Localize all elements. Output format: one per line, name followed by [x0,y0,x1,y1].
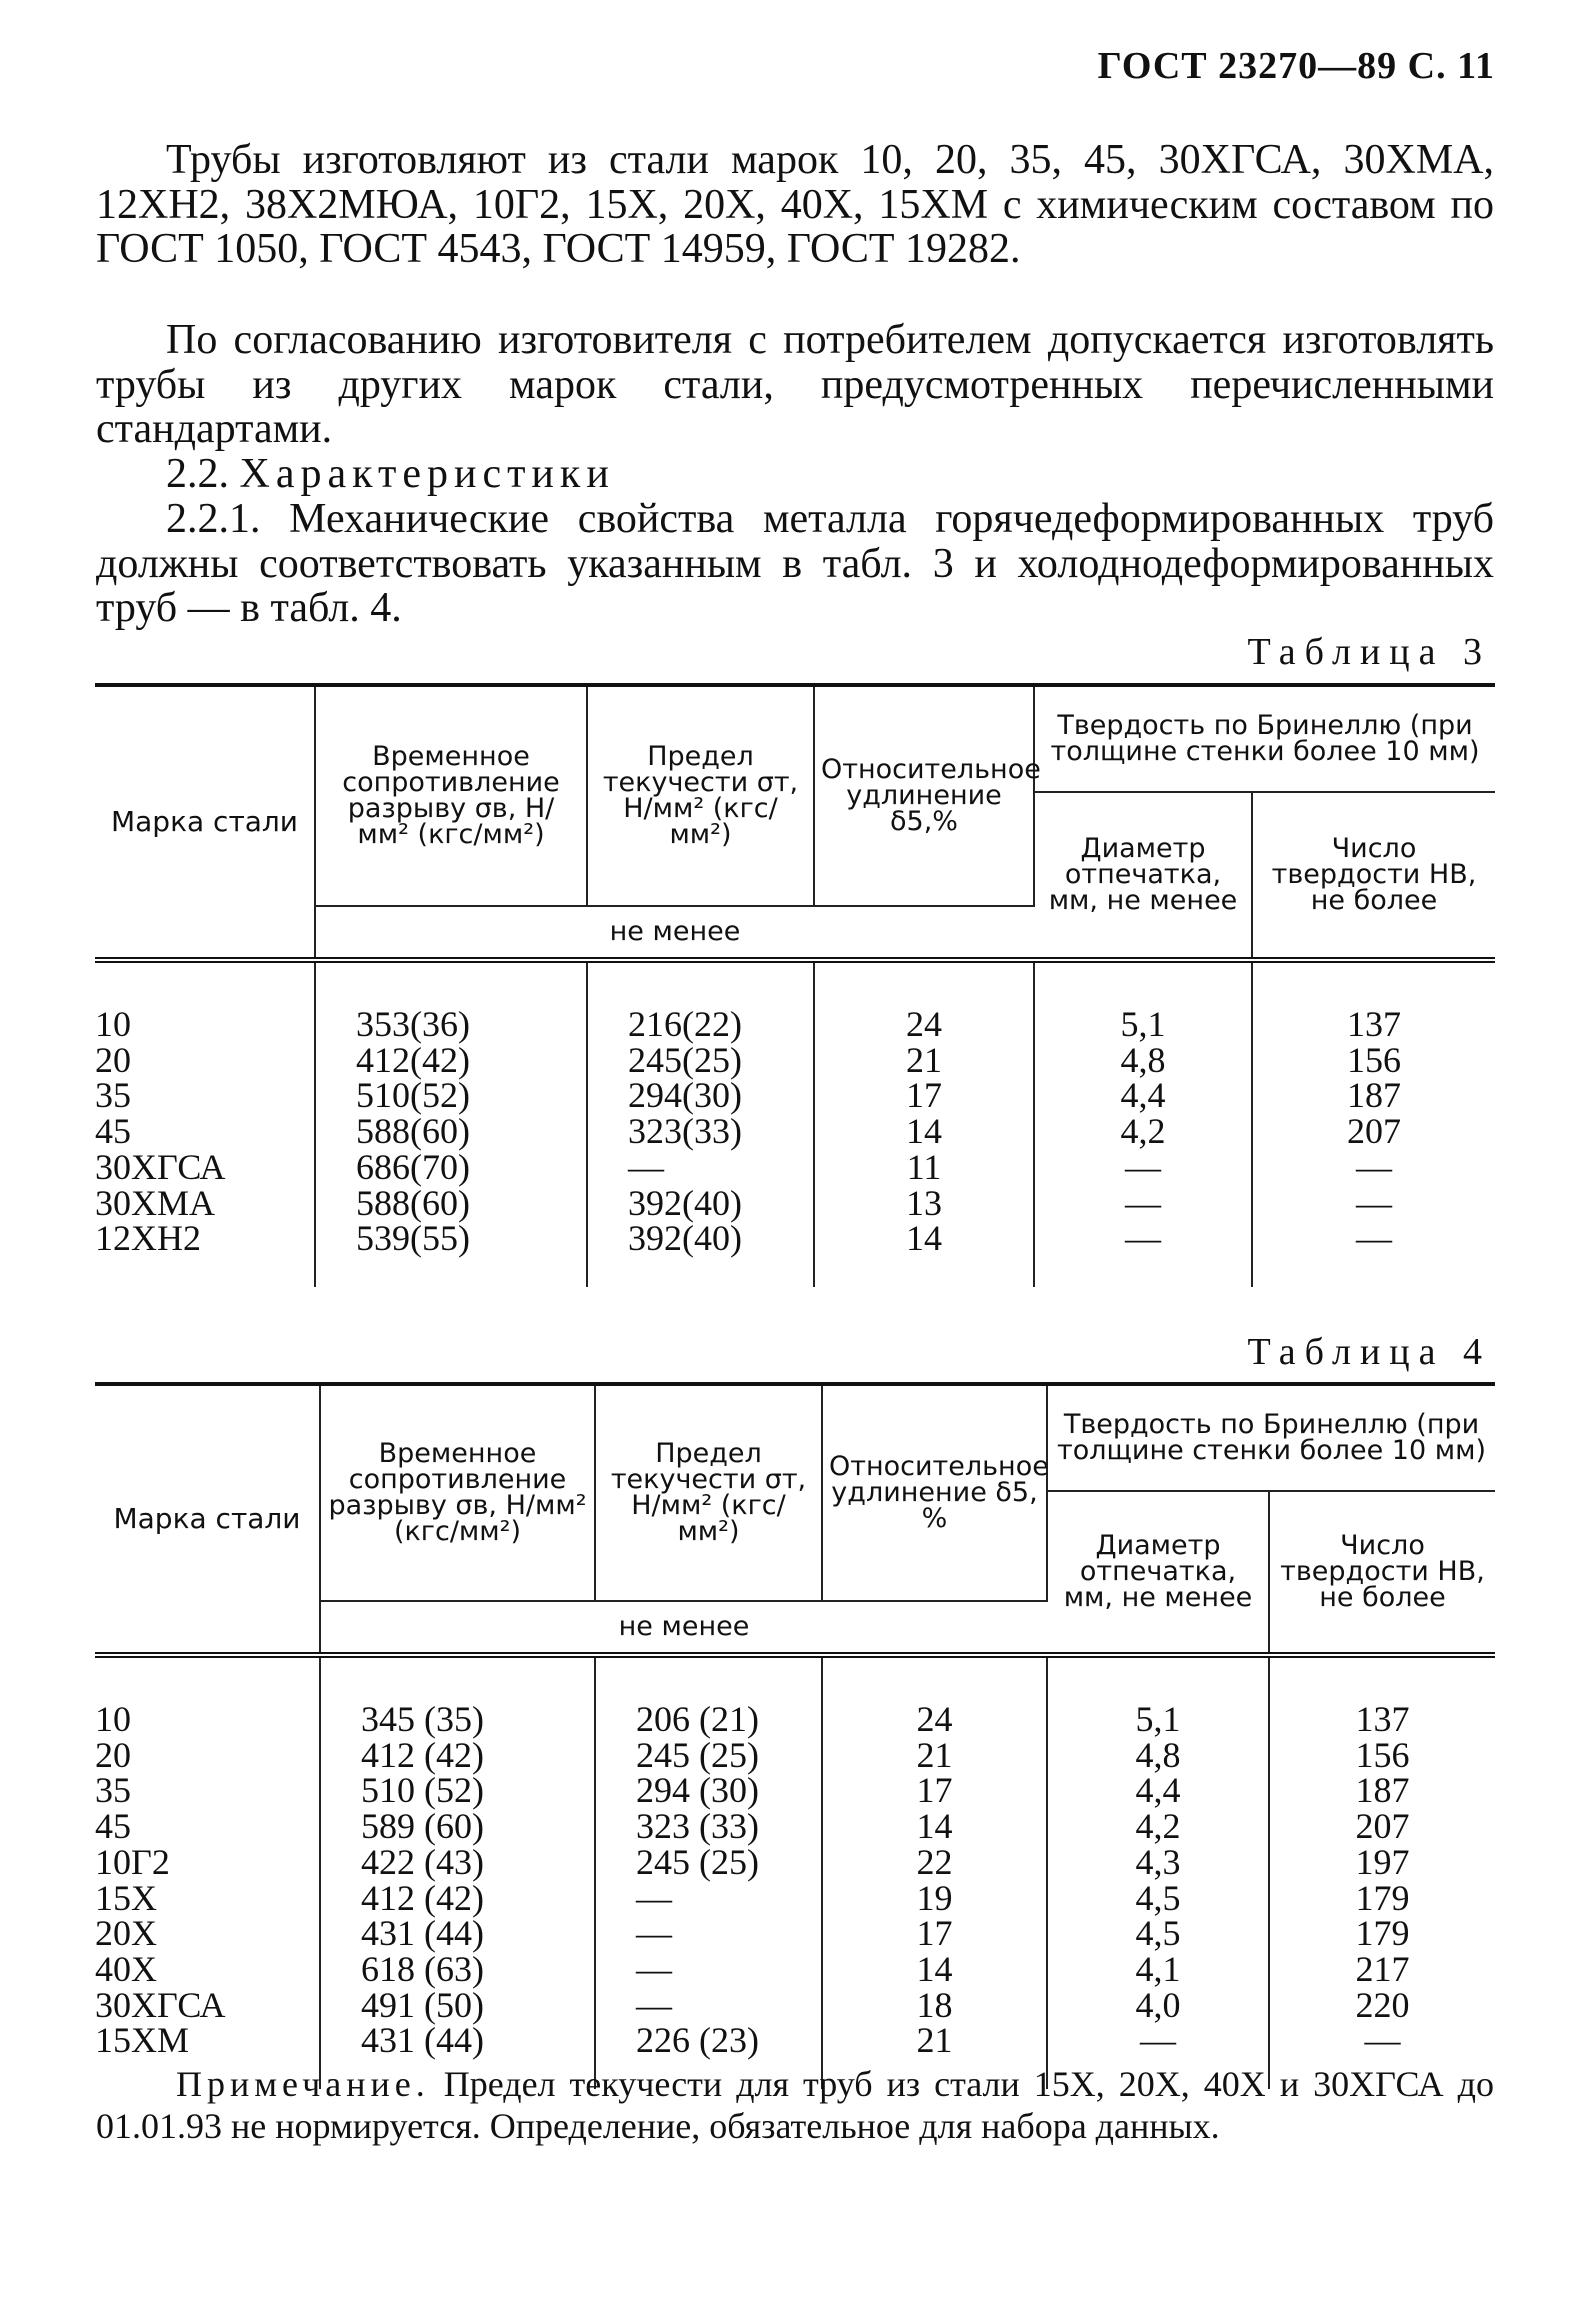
cell-elongation: 17 [814,1078,1034,1114]
table-spacer-row [95,1655,1495,1702]
spacer-cell [95,1257,315,1287]
cell-tensile: 686(70) [315,1150,587,1186]
table-row [95,1845,1495,1881]
cell-hb: — [1252,1186,1495,1222]
cell-yield: 294(30) [587,1078,814,1114]
cell-grade: 40Х [95,1952,320,1988]
cell-imprint-diameter: 4,5 [1047,1881,1269,1917]
spacer-cell [95,1655,320,1702]
cell-yield: 294 (30) [595,1773,822,1809]
paragraph-steel-grades: Трубы изготовляют из стали марок 10, 20, 35, 45, 30ХГСА, 30ХМА, 12ХН2, 38Х2МЮА, 10Г2, 15Х, 20Х, 40Х, 15ХМ с химическим составом по ГОСТ 1050, ГОСТ 4543, ГОСТ 14959, ГОСТ 19282. [96,137,1494,272]
table-row [95,1186,1495,1222]
cell-hb: 187 [1269,1773,1495,1809]
cell-tensile: 412(42) [315,1043,587,1079]
cell-grade: 20 [95,1043,315,1079]
table-3 [95,683,1495,1287]
cell-yield: 206 (21) [595,1702,822,1738]
table-note [96,2063,1494,2147]
cell-yield: — [595,1916,822,1952]
spacer-cell [587,1257,814,1287]
table-3-caption: Таблица 3 [1247,631,1491,673]
cell-yield: 226 (23) [595,2023,822,2059]
cell-tensile: 539(55) [315,1221,587,1257]
header-tensile: Временное сопротивление разрыву σв, Н/мм² (кгс/мм²) [315,685,587,906]
cell-tensile: 431 (44) [320,1916,595,1952]
paragraph-agreement: По согласованию изготовителя с потребителем допускается изготовлять трубы из других марок стали, предусмотренных перечисленными стандартами. [96,317,1494,452]
spacer-cell [1252,960,1495,1007]
cell-tensile: 588(60) [315,1114,587,1150]
table-row [95,1809,1495,1845]
cell-yield: — [595,1881,822,1917]
spacer-cell [822,1655,1047,1702]
section-title: Характеристики [239,451,615,497]
cell-yield: 245 (25) [595,1738,822,1774]
cell-imprint-diameter: 4,2 [1034,1114,1252,1150]
cell-tensile: 412 (42) [320,1881,595,1917]
cell-hb: 187 [1252,1078,1495,1114]
cell-hb: 207 [1252,1114,1495,1150]
cell-grade: 15ХМ [95,2023,320,2059]
spacer-cell [595,1655,822,1702]
cell-hb: 156 [1252,1043,1495,1079]
cell-imprint-diameter: 4,5 [1047,1916,1269,1952]
cell-hb: 137 [1252,1007,1495,1043]
cell-hb: 217 [1269,1952,1495,1988]
table-row [95,1702,1495,1738]
cell-elongation: 11 [814,1150,1034,1186]
cell-grade: 10Г2 [95,1845,320,1881]
header-grade: Марка стали [95,1384,320,1655]
header-hb-number: Число твердости НВ, не более [1252,792,1495,960]
table-4-caption: Таблица 4 [1247,1331,1491,1373]
cell-tensile: 589 (60) [320,1809,595,1845]
cell-grade: 10 [95,1007,315,1043]
cell-grade: 30ХГСА [95,1150,315,1186]
cell-hb: 207 [1269,1809,1495,1845]
page-header: ГОСТ 23270—89 С. 11 [1097,45,1495,87]
cell-imprint-diameter: 4,4 [1034,1078,1252,1114]
cell-elongation: 14 [814,1221,1034,1257]
cell-elongation: 22 [822,1845,1047,1881]
cell-imprint-diameter: — [1047,2023,1269,2059]
table-spacer-row [95,1257,1495,1287]
cell-grade: 30ХГСА [95,1988,320,2024]
cell-grade: 45 [95,1114,315,1150]
header-not-less: не менее [315,906,1034,960]
table-row [95,1738,1495,1774]
cell-tensile: 422 (43) [320,1845,595,1881]
cell-elongation: 18 [822,1988,1047,2024]
cell-imprint-diameter: 4,1 [1047,1952,1269,1988]
cell-imprint-diameter: 4,3 [1047,1845,1269,1881]
table-row [95,1043,1495,1079]
cell-elongation: 24 [814,1007,1034,1043]
spacer-cell [1269,1655,1495,1702]
section-heading [96,452,1494,497]
header-imprint-diameter: Диаметр отпечатка, мм, не менее [1047,1491,1269,1655]
section-number: 2.2. [166,451,229,497]
cell-elongation: 21 [822,1738,1047,1774]
cell-elongation: 13 [814,1186,1034,1222]
cell-tensile: 345 (35) [320,1702,595,1738]
header-hardness-group: Твердость по Бринеллю (при толщине стенки более 10 мм) [1047,1384,1495,1491]
header-elongation: Относительное удлинение δ5, % [822,1384,1047,1601]
cell-hb: 179 [1269,1916,1495,1952]
cell-grade: 12ХН2 [95,1221,315,1257]
cell-elongation: 17 [822,1773,1047,1809]
spacer-cell [814,1257,1034,1287]
cell-yield: 245(25) [587,1043,814,1079]
cell-elongation: 19 [822,1881,1047,1917]
header-yield: Предел текучести σт, Н/мм² (кгс/мм²) [587,685,814,906]
header-hb-number: Число твердости НВ, не более [1269,1491,1495,1655]
cell-hb: 179 [1269,1881,1495,1917]
header-hardness-group: Твердость по Бринеллю (при толщине стенки более 10 мм) [1034,685,1495,792]
cell-elongation: 14 [814,1114,1034,1150]
spacer-cell [1047,1655,1269,1702]
cell-tensile: 353(36) [315,1007,587,1043]
cell-imprint-diameter: 5,1 [1047,1702,1269,1738]
cell-tensile: 618 (63) [320,1952,595,1988]
cell-yield: 392(40) [587,1186,814,1222]
cell-elongation: 14 [822,1952,1047,1988]
cell-hb: 197 [1269,1845,1495,1881]
table-3-body [95,960,1495,1287]
cell-elongation: 21 [822,2023,1047,2059]
cell-grade: 10 [95,1702,320,1738]
spacer-cell [1252,1257,1495,1287]
header-yield: Предел текучести σт, Н/мм² (кгс/мм²) [595,1384,822,1601]
cell-yield: 216(22) [587,1007,814,1043]
cell-hb: — [1269,2023,1495,2059]
cell-grade: 35 [95,1773,320,1809]
cell-imprint-diameter: — [1034,1150,1252,1186]
cell-imprint-diameter: 4,8 [1047,1738,1269,1774]
table-4-body [95,1655,1495,2089]
spacer-cell [1034,1257,1252,1287]
cell-imprint-diameter: 4,0 [1047,1988,1269,2024]
cell-yield: 245 (25) [595,1845,822,1881]
table-row [95,1988,1495,2024]
cell-imprint-diameter: 4,4 [1047,1773,1269,1809]
cell-yield: 392(40) [587,1221,814,1257]
cell-tensile: 510(52) [315,1078,587,1114]
header-grade: Марка стали [95,685,315,960]
table-row [95,1952,1495,1988]
cell-yield: — [595,1952,822,1988]
table-row [95,1007,1495,1043]
cell-hb: — [1252,1150,1495,1186]
spacer-cell [95,960,315,1007]
table-row [95,2023,1495,2059]
spacer-cell [587,960,814,1007]
spacer-cell [814,960,1034,1007]
spacer-cell [1034,960,1252,1007]
spacer-cell [315,960,587,1007]
paragraph-mechanical-properties: 2.2.1. Механические свойства металла горячедеформированных труб должны соответствовать указанным в табл. 3 и холоднодеформированных труб — в табл. 4. [96,496,1494,631]
cell-imprint-diameter: 4,2 [1047,1809,1269,1845]
header-not-less: не менее [320,1601,1047,1655]
cell-tensile: 491 (50) [320,1988,595,2024]
header-tensile: Временное сопротивление разрыву σв, Н/мм² (кгс/мм²) [320,1384,595,1601]
cell-yield: 323 (33) [595,1809,822,1845]
cell-hb: 220 [1269,1988,1495,2024]
cell-hb: 156 [1269,1738,1495,1774]
cell-grade: 45 [95,1809,320,1845]
cell-tensile: 412 (42) [320,1738,595,1774]
cell-hb: — [1252,1221,1495,1257]
table-row [95,1881,1495,1917]
cell-grade: 30ХМА [95,1186,315,1222]
table-row [95,1150,1495,1186]
table-row [95,1078,1495,1114]
cell-tensile: 588(60) [315,1186,587,1222]
cell-grade: 15Х [95,1881,320,1917]
table-spacer-row [95,960,1495,1007]
cell-grade: 20Х [95,1916,320,1952]
table-4 [95,1382,1495,2089]
cell-tensile: 510 (52) [320,1773,595,1809]
cell-imprint-diameter: 4,8 [1034,1043,1252,1079]
cell-elongation: 14 [822,1809,1047,1845]
spacer-cell [315,1257,587,1287]
cell-elongation: 17 [822,1916,1047,1952]
table-row [95,1114,1495,1150]
cell-imprint-diameter: — [1034,1221,1252,1257]
cell-tensile: 431 (44) [320,2023,595,2059]
note-label: Примечание. [176,2064,430,2104]
note-text: Предел текучести для труб из стали 15Х, 20Х, 40Х и 30ХГСА до 01.01.93 не нормируется. Определение, обязательное для набора данных. [96,2064,1494,2146]
cell-hb: 137 [1269,1702,1495,1738]
cell-yield: 323(33) [587,1114,814,1150]
table-row [95,1773,1495,1809]
spacer-cell [320,1655,595,1702]
table-row [95,1221,1495,1257]
cell-elongation: 24 [822,1702,1047,1738]
cell-yield: — [595,1988,822,2024]
cell-imprint-diameter: 5,1 [1034,1007,1252,1043]
table-row [95,1916,1495,1952]
cell-elongation: 21 [814,1043,1034,1079]
cell-imprint-diameter: — [1034,1186,1252,1222]
cell-grade: 20 [95,1738,320,1774]
header-imprint-diameter: Диаметр отпечатка, мм, не менее [1034,792,1252,960]
cell-grade: 35 [95,1078,315,1114]
cell-yield: — [587,1150,814,1186]
header-elongation: Относительное удлинение δ5,% [814,685,1034,906]
